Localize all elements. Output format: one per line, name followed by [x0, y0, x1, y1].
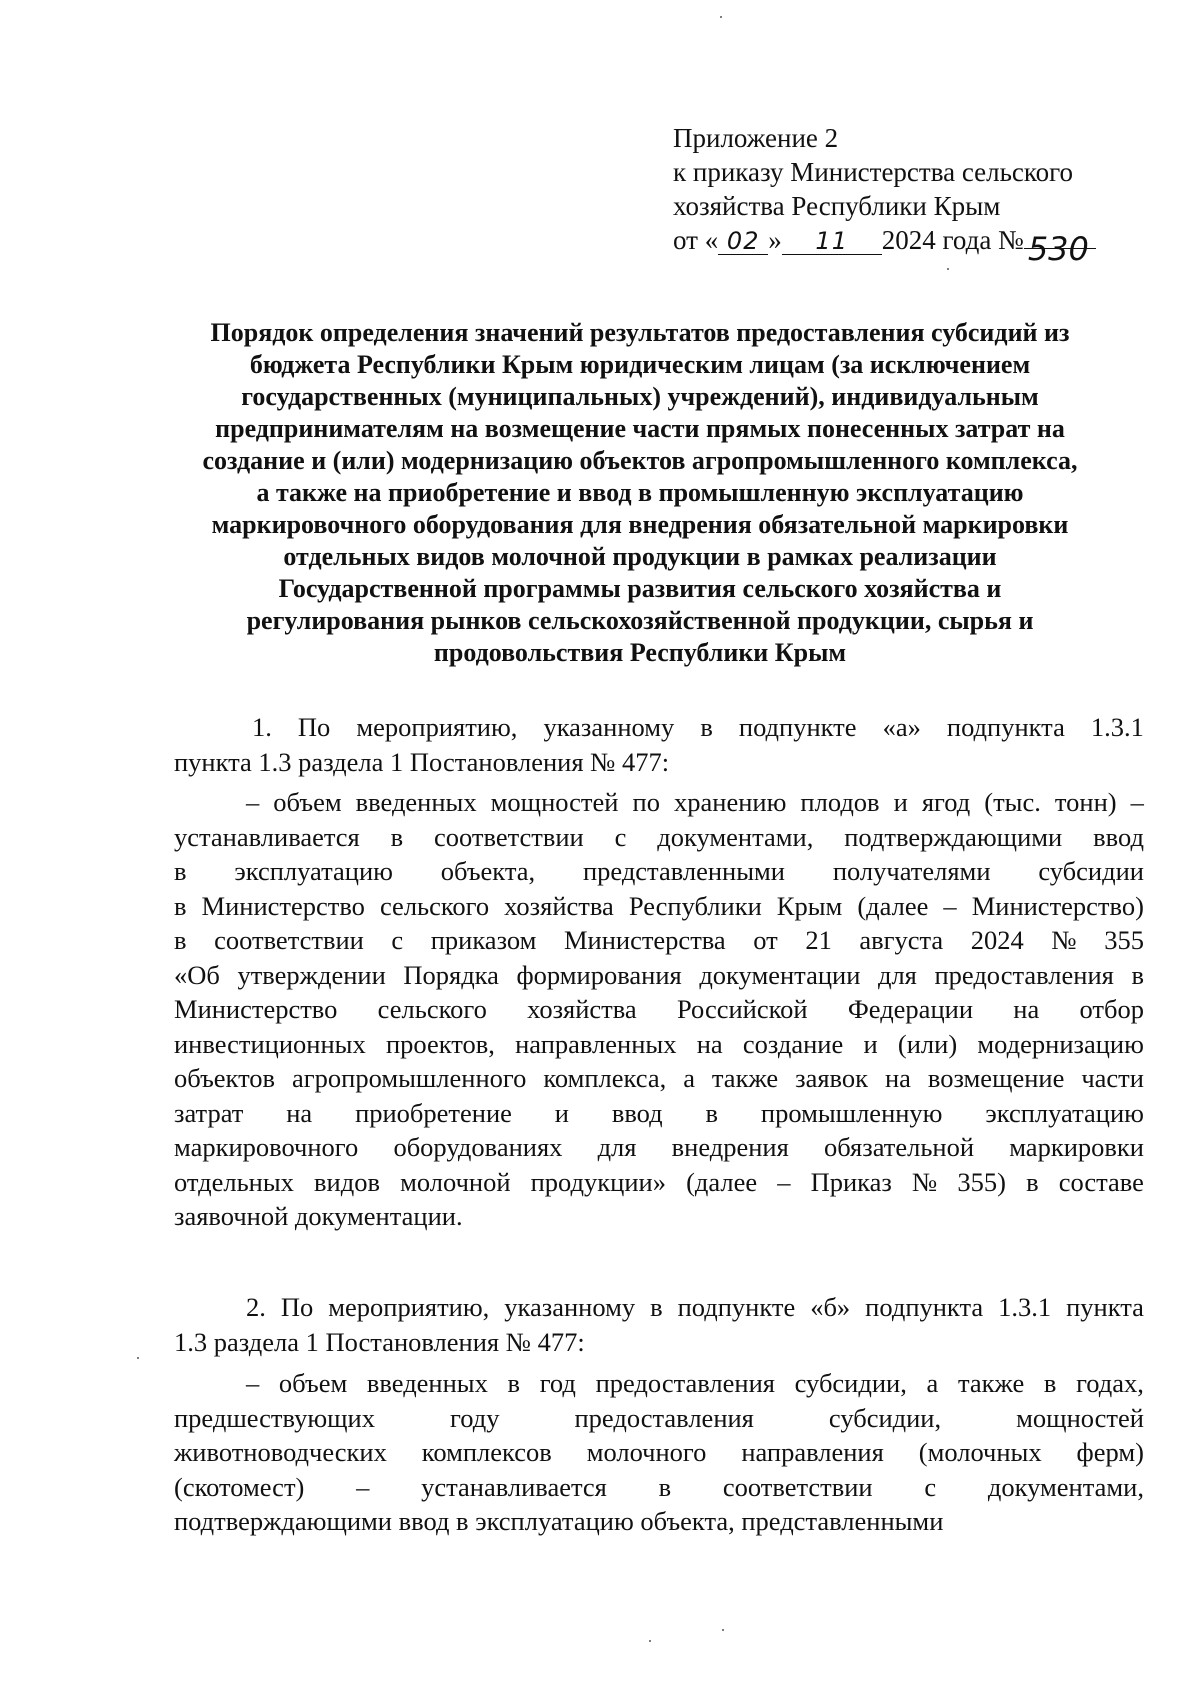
- text-line: 2. По мероприятию, указанному в подпункте «б» подпункта 1.3.1 пункта: [246, 1292, 1144, 1322]
- title-line: маркировочного оборудования для внедрения обязательной маркировки: [211, 510, 1069, 539]
- scan-speck: [722, 1629, 724, 1631]
- date-year: 2024 года №: [881, 225, 1024, 255]
- appendix-block: [673, 121, 1143, 268]
- text-line: отдельных видов молочной продукции» (далее – Приказ № 355) в составе: [174, 1166, 1144, 1197]
- text-line: пункта 1.3 раздела 1 Постановления № 477:: [174, 746, 670, 777]
- scan-speck: [137, 1357, 139, 1359]
- handwritten-order-number: 530: [1027, 230, 1089, 268]
- appendix-line: к приказу Министерства сельского: [673, 157, 1074, 187]
- order-number-blank: [1024, 230, 1096, 268]
- handwritten-day: 02: [718, 228, 768, 255]
- title-line: продовольствия Республики Крым: [433, 638, 847, 667]
- title-line: Порядок определения значений результатов предоставления субсидий из: [210, 318, 1070, 347]
- date-mid: »: [768, 225, 782, 255]
- title-line: регулирования рынков сельскохозяйственной продукции, сырья и: [246, 606, 1034, 635]
- text-line: подтверждающими ввод в эксплуатацию объекта, представленными: [174, 1506, 944, 1536]
- title-line: создание и (или) модернизацию объектов агропромышленного комплекса,: [202, 446, 1078, 475]
- text-line: 1. По мероприятию, указанному в подпункте «а» подпункта 1.3.1: [252, 712, 1144, 742]
- text-line: 1.3 раздела 1 Постановления № 477:: [174, 1326, 585, 1357]
- section-1-item: [174, 785, 1144, 1234]
- section-1-heading: [174, 710, 1144, 779]
- text-line: – объем введенных мощностей по хранению плодов и ягод (тыс. тонн) –: [246, 787, 1144, 817]
- scan-speck: [947, 268, 949, 270]
- section-2-heading: [174, 1290, 1144, 1359]
- text-line: – объем введенных в год предоставления субсидии, а также в годах,: [246, 1368, 1144, 1398]
- text-line: «Об утверждении Порядка формирования документации для предоставления в: [174, 959, 1144, 990]
- text-line: маркировочного оборудованиях для внедрения обязательной маркировки: [174, 1132, 1144, 1162]
- title-line: Государственной программы развития сельского хозяйства и: [278, 574, 1002, 603]
- text-line: инвестиционных проектов, направленных на создание и (или) модернизацию: [174, 1028, 1144, 1059]
- appendix-line: хозяйства Республики Крым: [673, 191, 1001, 221]
- text-line: в соответствии с приказом Министерства от 21 августа 2024 № 355: [174, 925, 1144, 955]
- text-line: Министерство сельского хозяйства Российской Федерации на отбор: [174, 994, 1144, 1024]
- title-line: предпринимателям на возмещение части прямых понесенных затрат на: [215, 414, 1065, 443]
- title-line: а также на приобретение и ввод в промышленную эксплуатацию: [256, 478, 1024, 507]
- text-line: устанавливается в соответствии с документами, подтверждающими ввод: [174, 821, 1144, 852]
- text-line: животноводческих комплексов молочного направления (молочных ферм): [174, 1437, 1144, 1467]
- date-prefix: от «: [673, 225, 719, 255]
- appendix-date-line: [673, 223, 1143, 268]
- title-line: государственных (муниципальных) учреждений), индивидуальным: [241, 382, 1039, 411]
- section-2-item: [174, 1366, 1144, 1539]
- text-line: затрат на приобретение и ввод в промышленную эксплуатацию: [174, 1097, 1144, 1128]
- scan-speck: [649, 1640, 651, 1642]
- text-line: (скотомест) – устанавливается в соответствии с документами,: [174, 1471, 1144, 1502]
- text-line: заявочной документации.: [174, 1201, 463, 1231]
- title-line: отдельных видов молочной продукции в рамках реализации: [283, 542, 997, 571]
- document-title: [160, 317, 1120, 669]
- handwritten-month: 11: [782, 228, 882, 255]
- text-line: в эксплуатацию объекта, представленными получателями субсидии: [174, 856, 1144, 886]
- scan-speck: [720, 16, 722, 18]
- text-line: предшествующих году предоставления субсидии, мощностей: [174, 1402, 1144, 1433]
- text-line: объектов агропромышленного комплекса, а также заявок на возмещение части: [174, 1063, 1144, 1093]
- text-line: в Министерство сельского хозяйства Республики Крым (далее – Министерство): [174, 890, 1144, 921]
- appendix-line: Приложение 2: [673, 123, 839, 153]
- title-line: бюджета Республики Крым юридическим лицам (за исключением: [249, 350, 1031, 379]
